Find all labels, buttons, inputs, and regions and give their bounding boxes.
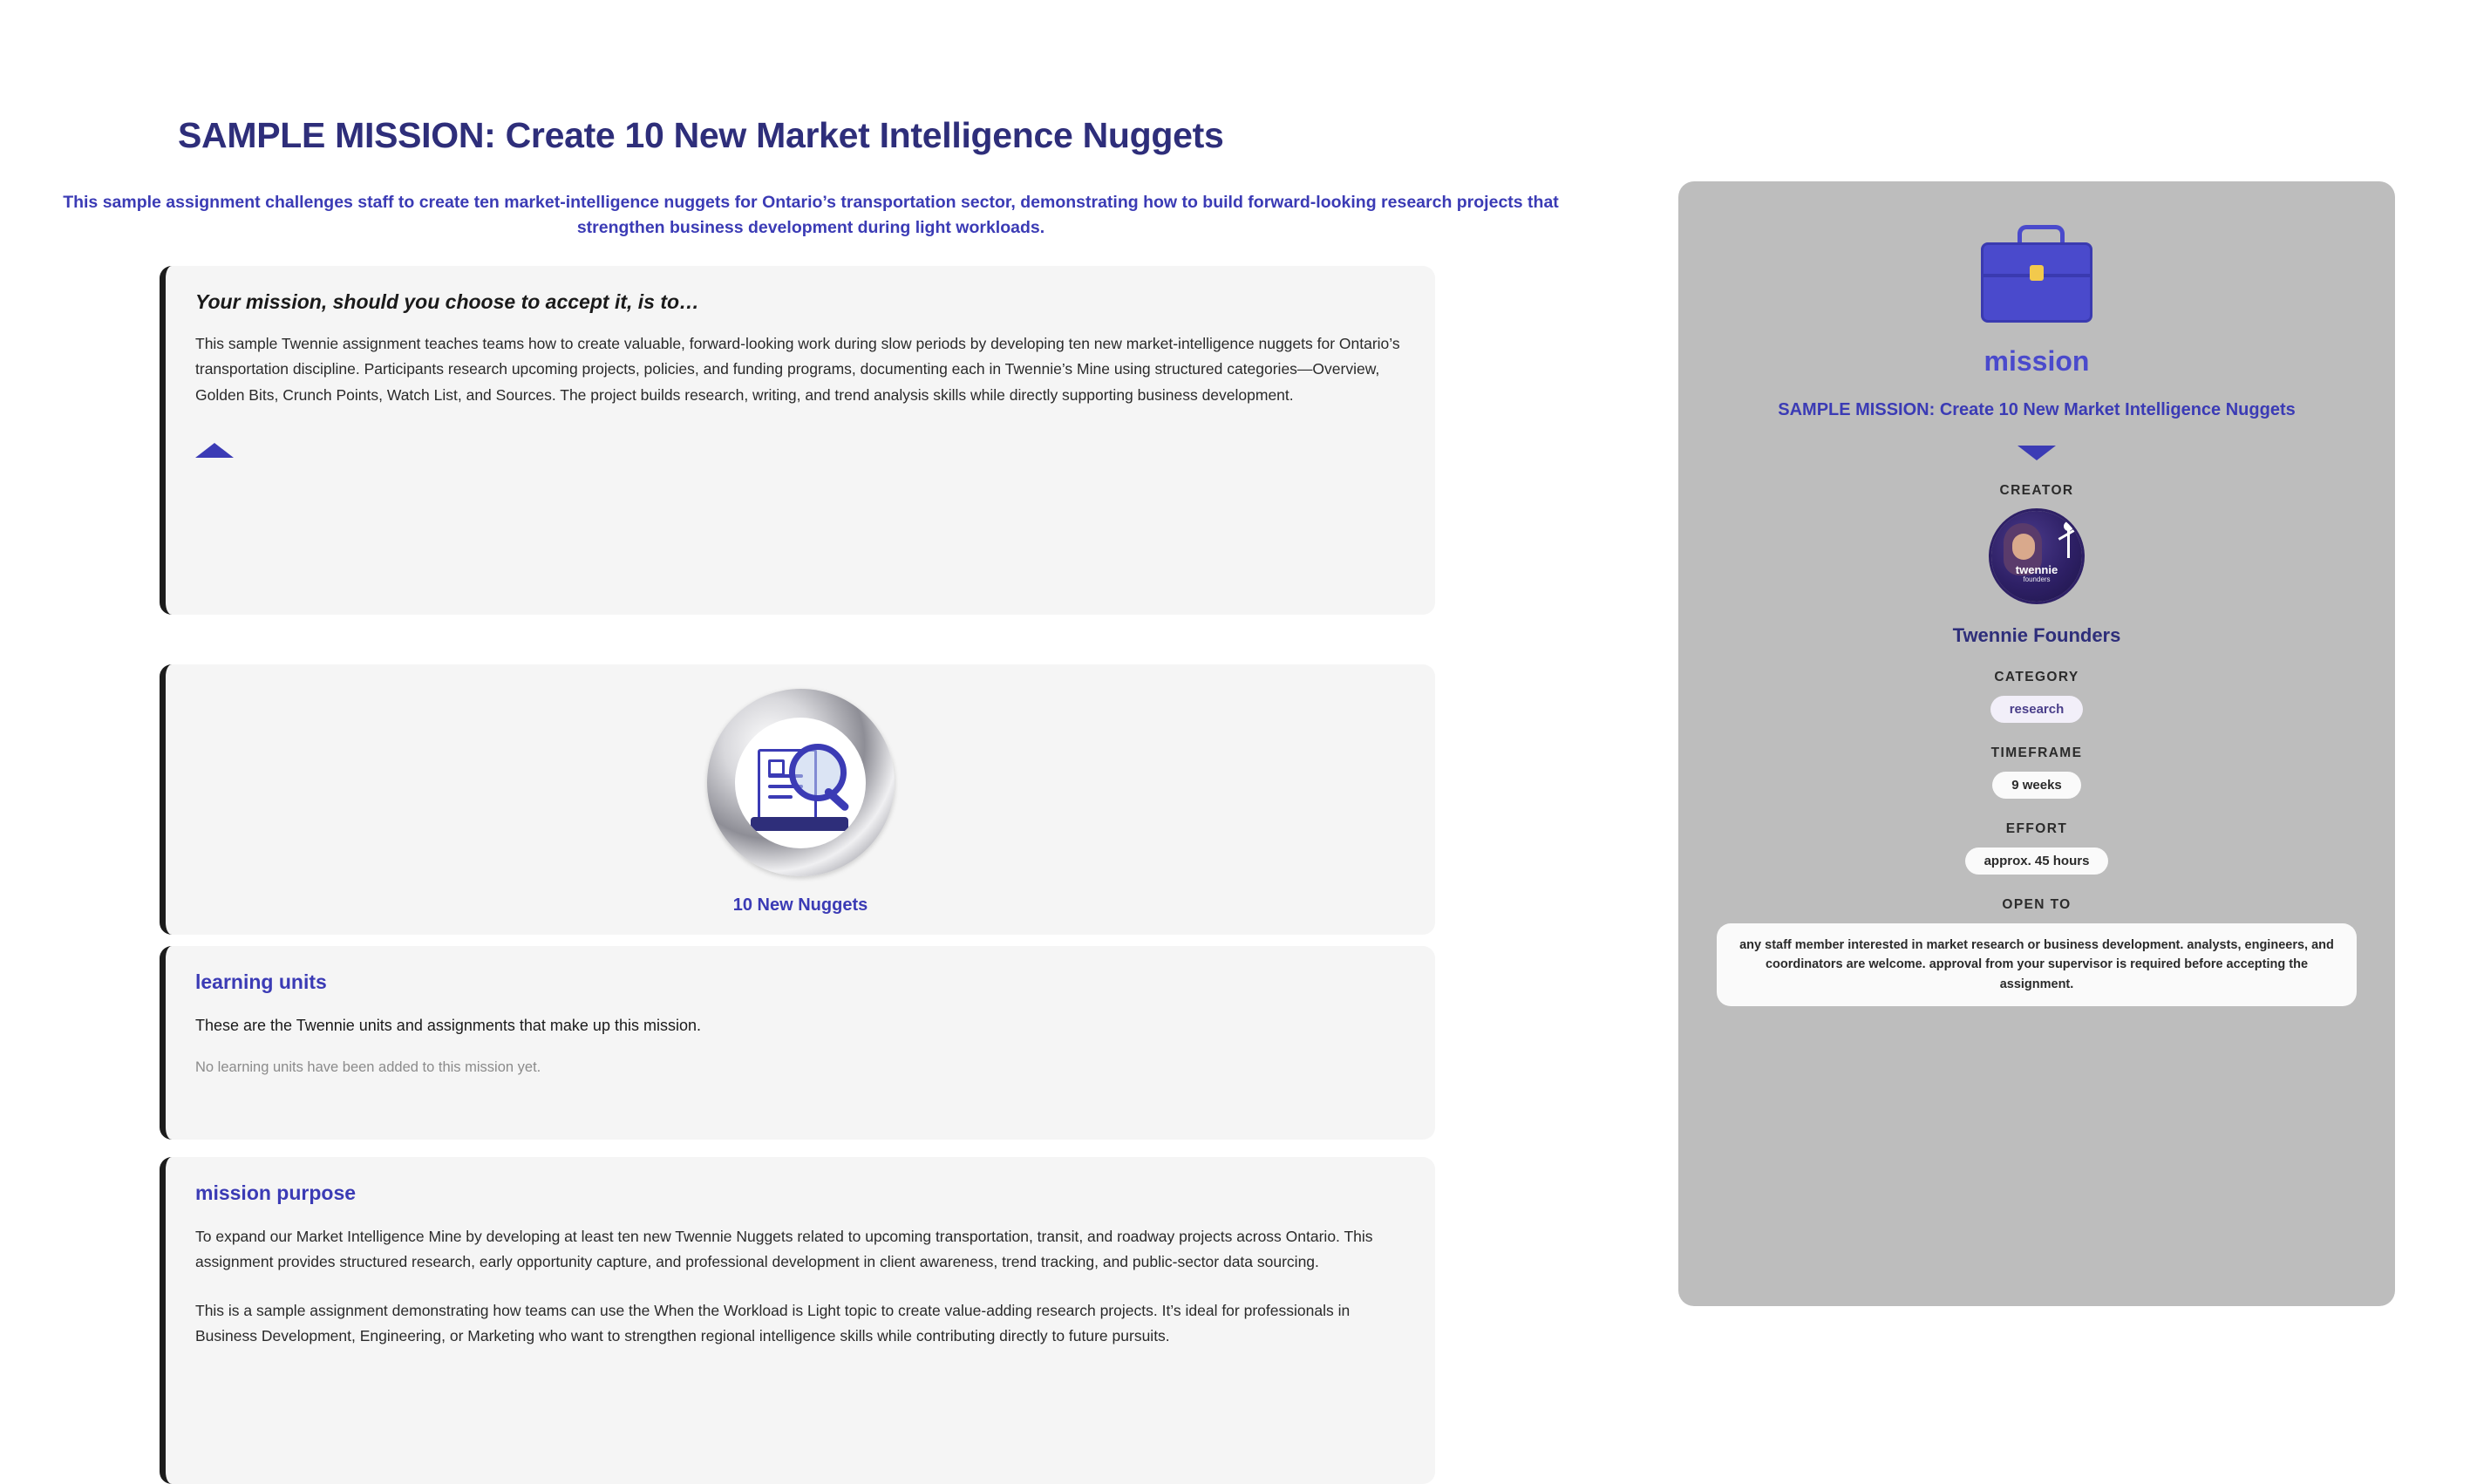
badge-medal-icon [707, 689, 895, 876]
mission-statement-card [160, 266, 1435, 615]
avatar-name [1991, 564, 2082, 584]
page-subtitle: This sample assignment challenges staff to create ten market-intelligence nuggets for Ontario’s transportation sector, demonstrating how to build forward-looking research projects that strengthen business development during light workloads. [63, 193, 1559, 238]
effort-badge: approx. 45 hours [1965, 848, 2109, 875]
mission-purpose-heading: mission purpose [195, 1181, 357, 1204]
mission-details-panel [1678, 181, 2395, 1306]
avatar-name-text: twennie [2015, 562, 2058, 576]
briefcase-icon [1981, 239, 2092, 323]
timeframe-label: TIMEFRAME [1990, 745, 2083, 760]
learning-units-card [160, 946, 1435, 1140]
creator-label: CREATOR [1999, 483, 2074, 498]
learning-units-lead: These are the Twennie units and assignments that make up this mission. [195, 1017, 701, 1034]
badge-caption: 10 New Nuggets [732, 895, 868, 915]
panel-type-label: mission [1983, 345, 2090, 377]
page-title: SAMPLE MISSION: Create 10 New Market Intelligence Nuggets [178, 115, 1224, 156]
category-label: CATEGORY [1994, 670, 2079, 684]
open-to-label: OPEN TO [2002, 897, 2072, 912]
avatar-subtitle-text: founders [2023, 575, 2051, 584]
mission-purpose-paragraph-1: To expand our Market Intelligence Mine by developing at least ten new Twennie Nuggets related to upcoming transportation, transit, and roadway projects across Ontario. This assignment provides structured research, early opportunity capture, and professional development in client awareness, trend tracking, and public-sector data sourcing. [195, 1228, 1373, 1271]
chevron-down-icon [2018, 446, 2056, 460]
creator-name: Twennie Founders [1952, 624, 2121, 646]
chevron-up-icon [195, 443, 234, 458]
panel-expand-button[interactable] [1717, 446, 2357, 460]
mission-card-heading: Your mission, should you choose to accept it, is to… [195, 290, 700, 313]
category-badge: research [1990, 696, 2084, 723]
mission-purpose-card [160, 1157, 1435, 1484]
mission-badge-card [160, 664, 1435, 935]
timeframe-badge: 9 weeks [1992, 772, 2081, 799]
learning-units-heading: learning units [195, 970, 327, 993]
avatar [1991, 511, 2082, 602]
mission-purpose-paragraph-2: This is a sample assignment demonstrating how teams can use the When the Workload is Light topic to create value-adding research projects. It’s ideal for professionals in Business Development, Engineering, or Marketing who want to strengthen regional intelligence skills while contributing directly to future pursuits. [195, 1301, 1351, 1345]
collapse-toggle-button[interactable] [195, 443, 234, 460]
open-to-value: any staff member interested in market research or business development. analysts, engineers, and coordinators are welcome. approval from your supervisor is required before accepting the assignment. [1717, 923, 2357, 1006]
panel-mission-name: SAMPLE MISSION: Create 10 New Market Intelligence Nuggets [1778, 400, 2296, 419]
mission-card-body: This sample Twennie assignment teaches teams how to create valuable, forward-looking work during slow periods by developing ten new market-intelligence nuggets for Ontario’s transportation discipline. Participants research upcoming projects, policies, and funding programs, documenting each in Twennie’s Mine using structured categories—Overview, Golden Bits, Crunch Points, Watch List, and Sources. The project builds research, writing, and trend analysis skills while directly supporting business development. [195, 335, 1400, 404]
effort-label: EFFORT [2005, 821, 2068, 836]
learning-units-empty-state: No learning units have been added to this mission yet. [195, 1059, 541, 1075]
